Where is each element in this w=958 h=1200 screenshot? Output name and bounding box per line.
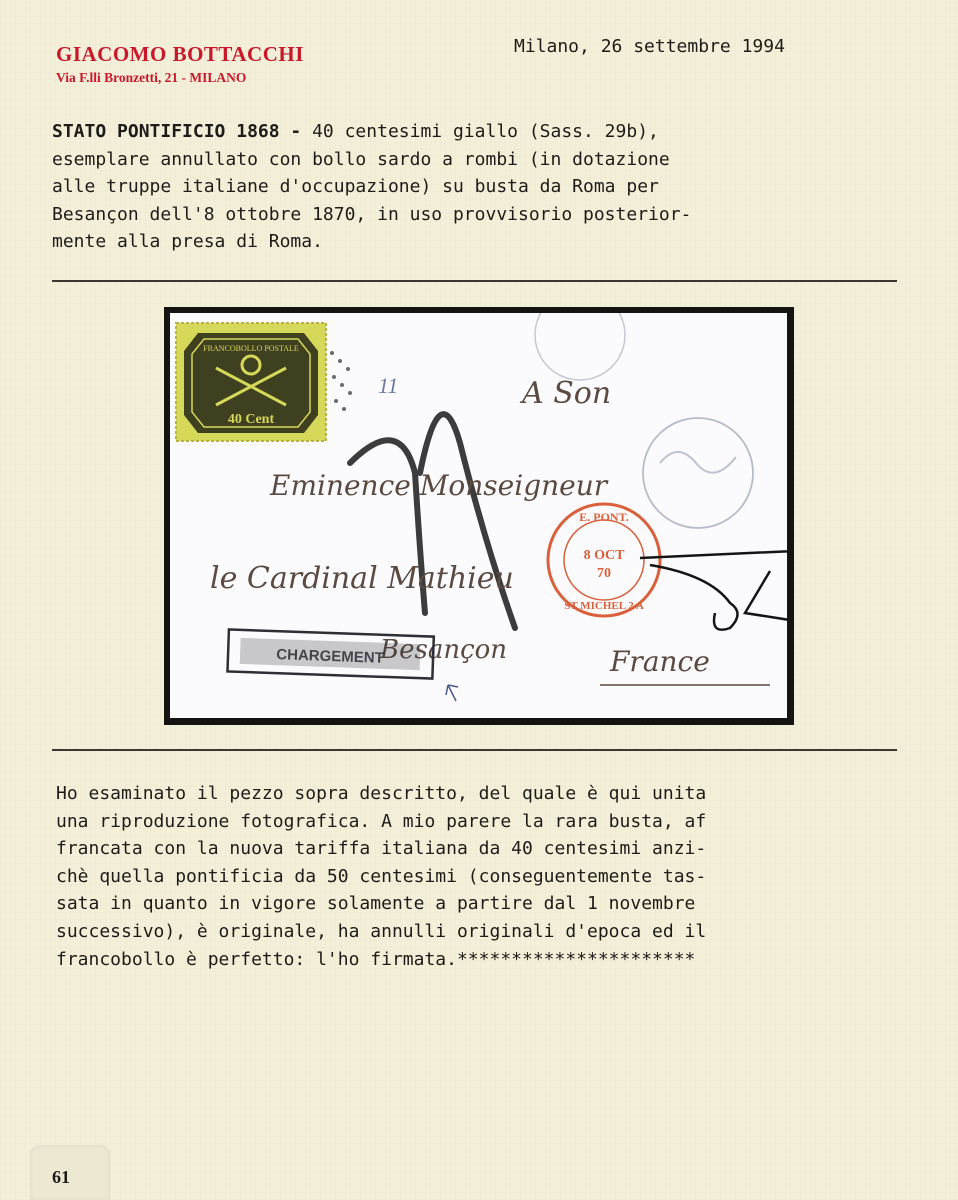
cds-top-text: E. PONT. [579,510,629,524]
divider-top [52,280,897,282]
item-title: STATO PONTIFICIO 1868 - [52,121,302,142]
letterhead-address: Via F.lli Bronzetti, 21 - MILANO [56,70,247,85]
certificate-line: successivo), è originale, ha annulli originali d'epoca ed il [56,920,707,942]
cds-year: 70 [597,566,611,581]
stamp-40-cent [176,323,326,441]
address-line: Eminence Monseigneur [270,469,608,502]
description-line: Besançon dell'8 ottobre 1870, in uso provvisorio posterior- [52,203,692,225]
box-cancel-text: CHARGEMENT [276,646,385,667]
certificate-line: chè quella pontificia da 50 centesimi (conseguentemente tas- [56,865,707,887]
certificate-line: una riproduzione fotografica. A mio parere la rara busta, af [56,810,707,832]
divider-bottom [52,749,897,751]
rhombus-cancel [330,351,352,411]
certificate-line: francobollo è perfetto: l'ho firmata.********************** [56,948,696,970]
svg-text:11: 11 [378,373,399,398]
description-line: 40 centesimi giallo (Sass. 29b), [301,121,659,142]
description-line: mente alla presa di Roma. [52,231,323,252]
certificate-line: francata con la nuova tariffa italiana da 40 centesimi anzi- [56,838,707,860]
stamp-value: 40 Cent [227,412,275,427]
description-line: alle truppe italiane d'occupazione) su busta da Roma per [52,176,659,197]
letterhead-name: GIACOMO BOTTACCHI [56,42,304,66]
envelope-illustration [170,313,787,718]
red-cds [548,504,660,616]
certificate-date: Milano, 26 settembre 1994 [514,36,785,57]
signature-scribble [640,548,787,631]
letterhead [56,42,304,86]
faint-postmark [535,313,625,380]
address-line: A Son [522,376,612,411]
cover-photo [164,307,794,725]
address-line: Besançon [380,635,508,665]
page-number: 61 [52,1167,70,1187]
address-line: le Cardinal Mathieu [210,561,514,596]
certificate-line: Ho esaminato il pezzo sopra descritto, del quale è qui unita [56,783,707,804]
envelope [170,313,787,718]
cds-date: 8 OCT [583,548,625,563]
cds-bottom-text: ST MICHEL 2 A [564,600,644,612]
certificate-line: sata in quanto in vigore solamente a partire dal 1 novembre [56,893,696,915]
stamp-top-text: FRANCOBOLLO POSTALE [203,344,299,353]
address-line: France [610,645,710,678]
certificate-text [56,780,916,973]
page-number-tab [30,1145,110,1200]
item-description [52,118,912,256]
description-line: esemplare annullato con bollo sardo a rombi (in dotazione [52,148,670,170]
faint-postmark [643,418,753,528]
